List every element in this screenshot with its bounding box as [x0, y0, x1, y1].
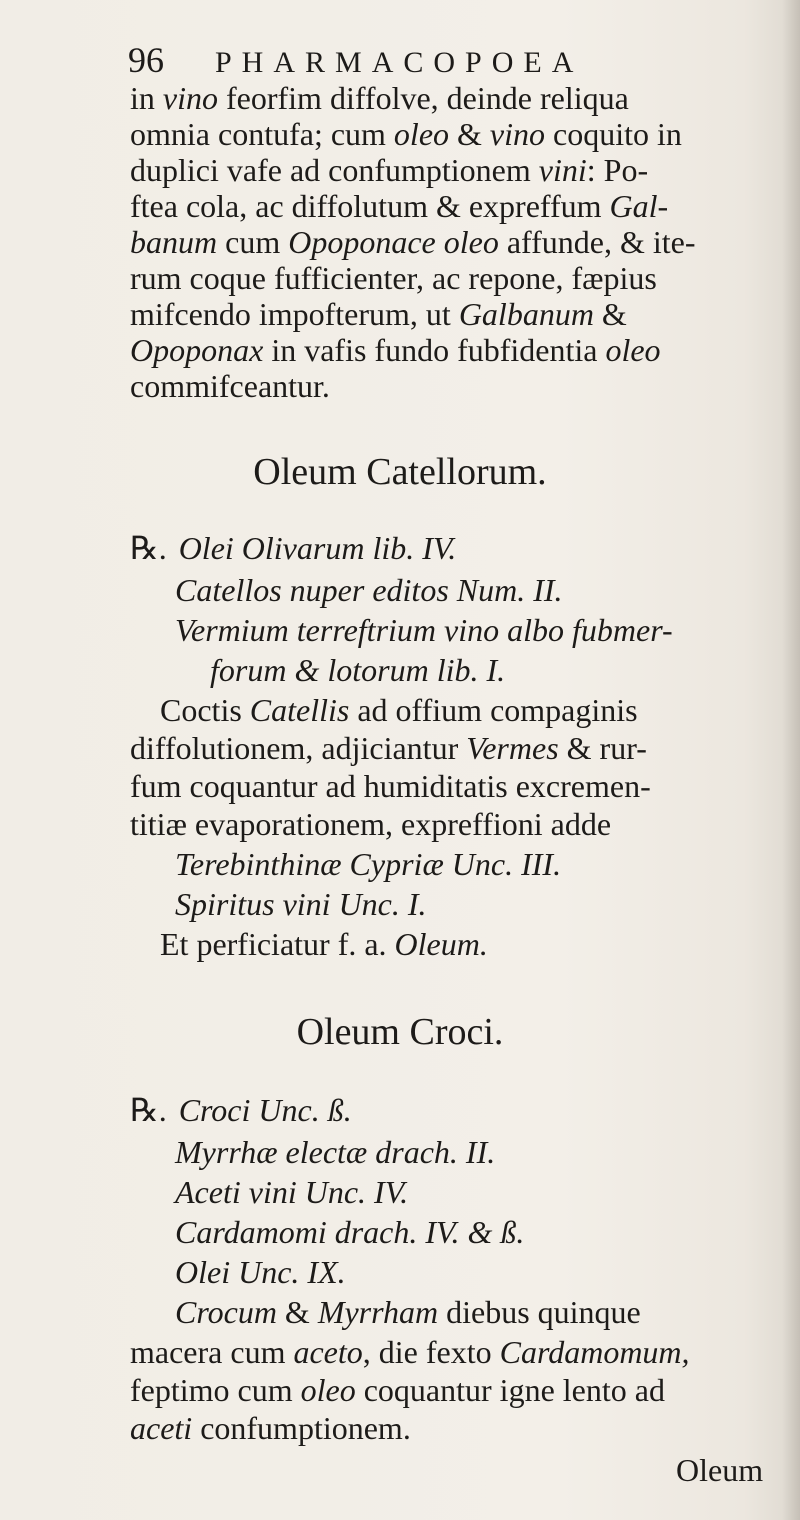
italic-run: oleo — [393, 116, 450, 152]
running-title: PHARMACOPOEA — [215, 46, 584, 79]
ingredient-text: Vermium terreftrium vino albo fubmer- — [175, 612, 673, 648]
recipe-line — [175, 846, 561, 882]
ingredient-text: Terebinthinæ Cypriæ Unc. III. — [175, 846, 562, 882]
italic-run: vino — [162, 80, 218, 116]
recipe-line — [175, 1214, 524, 1250]
text-run: & — [276, 1294, 318, 1330]
text-line — [130, 332, 661, 368]
text-run: mifcendo impofterum, ut — [130, 296, 459, 332]
recipe-line — [175, 886, 427, 922]
text-line — [130, 1334, 690, 1370]
text-line — [130, 152, 648, 188]
recipe-line — [210, 652, 505, 688]
text-line — [130, 1410, 411, 1446]
text-run: in — [130, 80, 163, 116]
text-line — [160, 692, 638, 728]
text-line — [130, 116, 682, 152]
italic-run: Myrrham — [317, 1294, 439, 1330]
text-run: confumptionem. — [192, 1410, 411, 1446]
text-run: & rur- — [558, 730, 647, 766]
italic-run: Oleum. — [394, 926, 488, 962]
text-line — [130, 730, 647, 766]
text-line — [130, 224, 695, 260]
text-run: ftea cola, ac diffolutum & expreffum — [130, 188, 610, 224]
page-header — [128, 40, 583, 83]
text-run: feorfim diffolve, deinde reliqua — [217, 80, 629, 116]
text-run: titiæ evaporationem, expreffioni adde — [130, 806, 612, 842]
text-run: affunde, & ite- — [498, 224, 696, 260]
italic-run: Galbanum — [458, 296, 594, 332]
text-line — [130, 768, 651, 804]
recipe-symbol: ℞. — [130, 1092, 167, 1128]
recipe-line — [175, 1254, 346, 1290]
ingredient-text: Olei Unc. IX. — [175, 1254, 346, 1290]
italic-run: Gal- — [609, 188, 669, 224]
italic-run: banum — [130, 224, 218, 260]
text-run: coquito in — [545, 116, 682, 152]
ingredient-text: Myrrhæ electæ drach. II. — [175, 1134, 496, 1170]
italic-run: oleo — [300, 1372, 356, 1408]
italic-run: Vermes — [466, 730, 559, 766]
text-run: rum coque fufficienter, ac repone, fæpius — [130, 260, 657, 296]
text-run: macera cum — [130, 1334, 294, 1370]
text-run: fum coquantur ad humiditatis excremen- — [130, 768, 651, 804]
ingredient-text: Cardamomi drach. IV. & ß. — [175, 1214, 525, 1250]
recipe-line — [175, 1174, 408, 1210]
page-number: 96 — [128, 40, 164, 80]
text-run: feptimo cum — [130, 1372, 301, 1408]
text-line — [130, 80, 629, 116]
section-title-oleum-catellorum: Oleum Catellorum. — [253, 451, 547, 493]
section-title-oleum-croci: Oleum Croci. — [296, 1011, 504, 1053]
text-run: & — [449, 116, 490, 152]
italic-run: aceto — [293, 1334, 363, 1370]
page-edge-shadow — [782, 0, 800, 1520]
recipe-line — [130, 1092, 352, 1128]
text-line — [160, 926, 488, 962]
recipe-line — [175, 1134, 495, 1170]
text-run: & — [593, 296, 627, 332]
recipe-line — [175, 612, 673, 648]
text-run: commifceantur. — [130, 368, 330, 404]
text-run: diffolutionem, adjiciantur — [130, 730, 467, 766]
text-line — [130, 806, 611, 842]
italic-run: oleo — [605, 332, 661, 368]
text-run: omnia contufa; cum — [130, 116, 394, 152]
italic-run: Catellis — [249, 692, 350, 728]
recipe-line — [130, 530, 456, 566]
italic-run: Crocum — [175, 1294, 277, 1330]
italic-run: Cardamomum, — [499, 1334, 690, 1370]
text-run: coquantur igne lento ad — [355, 1372, 665, 1408]
text-run: cum — [217, 224, 289, 260]
text-line — [130, 188, 668, 224]
ingredient-text: Olei Olivarum lib. IV. — [178, 530, 457, 566]
text-line — [130, 368, 330, 404]
italic-run: Opoponax — [130, 332, 264, 368]
italic-run: vini — [538, 152, 587, 188]
text-run: : Po- — [586, 152, 649, 188]
text-run: ad offium compaginis — [349, 692, 638, 728]
italic-run: Opoponace oleo — [288, 224, 499, 260]
ingredient-text: Spiritus vini Unc. I. — [175, 886, 427, 922]
text-line — [130, 296, 627, 332]
ingredient-text: forum & lotorum lib. I. — [210, 652, 506, 688]
ingredient-text: Croci Unc. ß. — [178, 1092, 352, 1128]
text-line — [130, 260, 657, 296]
text-line — [130, 1372, 665, 1408]
recipe-symbol: ℞. — [130, 530, 167, 566]
recipe-line — [175, 572, 563, 608]
text-run: Et perficiatur f. a. — [160, 926, 395, 962]
text-run: diebus quinque — [438, 1294, 641, 1330]
italic-run: aceti — [130, 1410, 193, 1446]
ingredient-text: Catellos nuper editos Num. II. — [175, 572, 563, 608]
italic-run: vino — [489, 116, 545, 152]
text-run: Coctis — [160, 692, 250, 728]
text-run: , die fexto — [362, 1334, 500, 1370]
text-line — [175, 1294, 641, 1330]
ingredient-text: Aceti vini Unc. IV. — [175, 1174, 409, 1210]
text-run: in vafis fundo fubfidentia — [263, 332, 606, 368]
catchword: Oleum — [676, 1452, 764, 1488]
text-run: duplici vafe ad confumptionem — [130, 152, 539, 188]
